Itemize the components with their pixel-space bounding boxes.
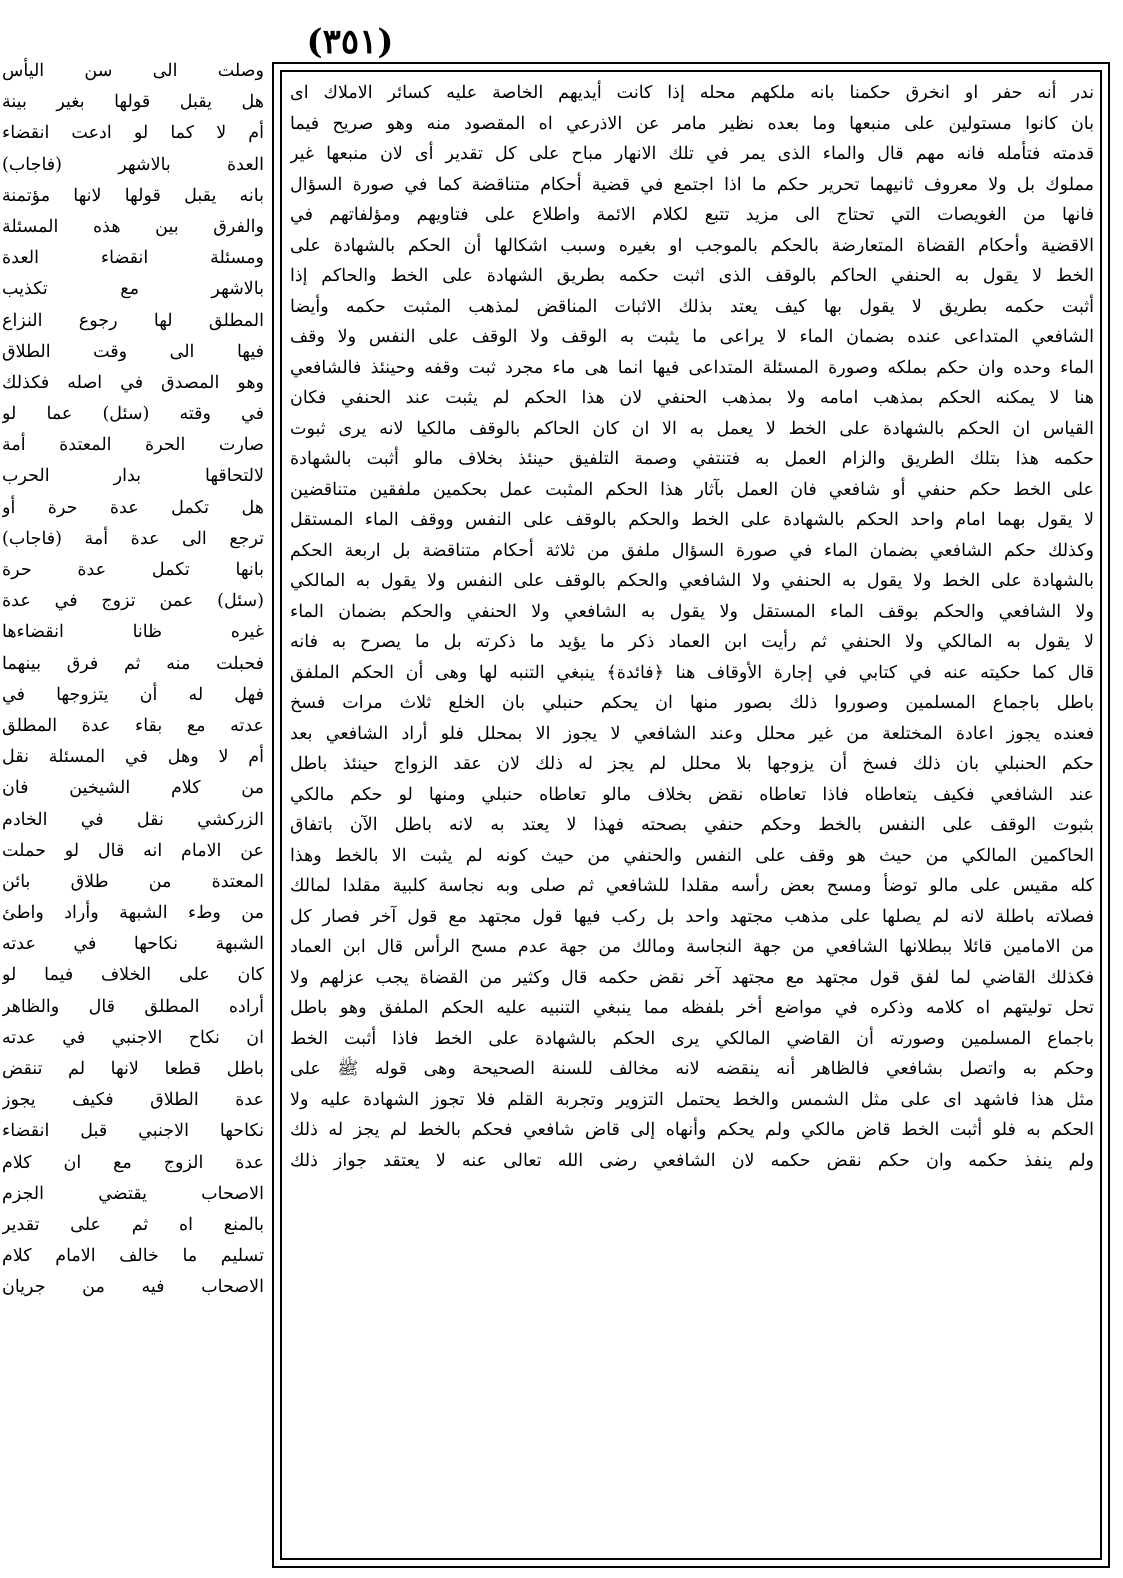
main-text-line: حكم الحنبلي بان ذلك فسخ أن يزوجها بلا محلل لم يجز له ذلك لان عقد الزواج حينئذ باطل bbox=[290, 754, 1094, 774]
main-text-line: عند الشافعي فكيف يتعاطاه فاذا تعاطاه نقض بخلاف مالو تعاطاه حنبلي ومنها لو حكم مالكي bbox=[290, 784, 1094, 805]
main-text-line: هنا لا يمكنه الحكم بمذهب امامه ولا بمذهب الحنفي لان هذا الحكم لم يثبت عند الحنفي فكان bbox=[290, 388, 1094, 408]
margin-text-line: لالتحاقها بدار الحرب bbox=[2, 466, 264, 487]
main-text-line: تحل توليتهم اه كلامه وذكره في مواضع أخر بلفظه مما ينبغي التنبيه عليه الحكم الملفق وهو باطل bbox=[290, 998, 1094, 1018]
main-text-line: قال كما حكيته عنه في كتابي في إجارة الأوقاف هنا ﴿فائدة﴾ ينبغي التنبه لها وهى أن الحكم الملفق bbox=[290, 662, 1094, 683]
margin-text-line: العدة بالاشهر (فاجاب) bbox=[2, 154, 264, 175]
main-text-line: الخط لا يقول به الحنفي الحاكم بالوقف الذى اثبت حكمه بطريق الشهادة على الخط والحاكم إذا bbox=[290, 266, 1094, 286]
margin-text-line: من كلام الشيخين فان bbox=[2, 778, 264, 799]
margin-text-line: عدة الزوج مع ان كلام bbox=[2, 1152, 264, 1173]
main-text-line: فكذلك القاضي لما لفق قول مجتهد مع مجتهد آخر نقض حكمه قال وكثير من القضاة يجب عزلهم ولا bbox=[290, 967, 1094, 988]
margin-text-line: باطل قطعا لانها لم تنقض bbox=[2, 1059, 264, 1079]
margin-text-line: عدة الطلاق فكيف يجوز bbox=[2, 1090, 264, 1111]
margin-text-line: عدته مع بقاء عدة المطلق bbox=[2, 715, 264, 736]
main-text-line: لا يقول بهما امام واحد الحكم بالشهادة على الخط والحكم بالوقف على النفس ووقف الماء المستقل bbox=[290, 510, 1094, 530]
main-text-line: على الخط حكم حنفي أو شافعي فان العمل بآثار هذا الحكم المثبت عمل بحكمين ملفقين متناقضين bbox=[290, 479, 1094, 500]
main-text-line: قدمته فتأمله فانه مهم قال والماء الذى يمر في تلك الانهار مباح على كل تقدير أى لان منبعها غير bbox=[290, 144, 1094, 164]
main-text-line: الماء وحده وان حكم بملكه وصورة المسئلة المتداعى فيها انما هى ماء مجرد ثبت وقفه وحينئذ فالشافعي bbox=[290, 357, 1094, 378]
margin-text-line: ترجع الى عدة أمة (فاجاب) bbox=[2, 528, 264, 549]
margin-text-line: وصلت الى سن اليأس bbox=[2, 61, 264, 81]
margin-text-line: أم لا كما لو ادعت انقضاء bbox=[2, 123, 264, 144]
main-text-line: باطل باجماع المسلمين وصوروا ذلك بصور منها ان يحكم حنبلي بان الخلع ثلاث مرات فسخ bbox=[290, 693, 1094, 713]
main-text-line: وحكم به واتصل بشافعي فالظاهر أنه ينقضه لانه مخالف للسنة الصحيحة وهى قوله ﷺ على bbox=[290, 1059, 1094, 1079]
margin-text-line: في وقته (سئل) عما لو bbox=[2, 404, 264, 425]
main-text-line: القياس ان الحكم بالشهادة على الخط لا يعمل به الا ان كان الحاكم بالوقف مالكيا لانه يرى ثبوت bbox=[290, 418, 1094, 439]
margin-text-line: فيها الى وقت الطلاق bbox=[2, 341, 264, 362]
main-text-body bbox=[290, 78, 1094, 1176]
margin-text-line: غيره ظانا انقضاءها bbox=[2, 622, 264, 643]
main-text-line: حكمه هذا بتلك الطريق والزام العمل به فتنتفي وصمة التلفيق حينئذ بخلاف مالو أثبت بالشهادة bbox=[290, 449, 1094, 469]
main-text-line: لا يقول به المالكي ولا الحنفي ثم رأيت ابن العماد ذكر ما يؤيد ما ذكرته بل ما يصرح به فانه bbox=[290, 632, 1094, 652]
margin-text-line: الشبهة نكاحها في عدته bbox=[2, 934, 264, 955]
margin-text-line: صارت الحرة المعتدة أمة bbox=[2, 435, 264, 456]
margin-text-line: المطلق لها رجوع النزاع bbox=[2, 310, 264, 331]
margin-text-line: بانه يقبل قولها لانها مؤتمنة bbox=[2, 185, 264, 206]
margin-text-line: وهو المصدق في اصله فكذلك bbox=[2, 372, 264, 393]
main-text-line: وكذلك حكم الشافعي بضمان الماء في صورة السؤال ملفق من ثلاثة أحكام متناقضة بل اربعة الحكم bbox=[290, 540, 1094, 561]
main-text-line: ندر أنه حفر او انخرق حكمنا بانه ملكهم محله إذا كانت أيديهم الخاصة عليه كسائر الاملاك اى bbox=[290, 83, 1094, 103]
margin-text-line: بالمنع اه ثم على تقدير bbox=[2, 1214, 264, 1235]
margin-text-line: ومسئلة انقضاء العدة bbox=[2, 248, 264, 269]
main-text-line: ولا الشافعي والحكم بوقف الماء المستقل ولا يقول به الشافعي ولا الحنفي والحكم بضمان الماء bbox=[290, 601, 1094, 622]
margin-text-line: الزركشي نقل في الخادم bbox=[2, 809, 264, 830]
main-text-line: الشافعي المتداعى عنده بضمان الماء لا يراعى ما يثبت به الوقف ولا الوقف على النفس ولا وقف bbox=[290, 327, 1094, 347]
margin-text-line: فهل له أن يتزوجها في bbox=[2, 684, 264, 705]
margin-text-line: (سئل) عمن تزوج في عدة bbox=[2, 591, 264, 612]
margin-text-line: أراده المطلق قال والظاهر bbox=[2, 996, 264, 1017]
main-text-line: فعنده يجوز اعادة المختلعة من غير محلل وعند الشافعي لا يجوز الا بمحلل فلو أراد الشافعي بعد bbox=[290, 723, 1094, 744]
main-text-line: بان كانوا مستولين على منبعها وما بعده نظير مامر عن الاذرعي اه المقصود منه وهو صريح فيما bbox=[290, 113, 1094, 134]
margin-text-line: كان على الخلاف فيما لو bbox=[2, 965, 264, 986]
main-text-line: مثل هذا فاشهد اى على مثل الشمس والخط يحتمل التزوير وتجربة القلم فلا تجوز الشهادة عليه ولا bbox=[290, 1089, 1094, 1110]
main-text-line: من الامامين قائلا ببطلانها الشافعي من جهة النجاسة ومالك من جهة عدم مسح الرأس قال ابن العماد bbox=[290, 937, 1094, 957]
main-text-line: ولم ينفذ حكمه وان حكم نقض حكمه لان الشافعي رضى الله تعالى عنه لا يعتقد جواز ذلك bbox=[290, 1150, 1094, 1171]
margin-text-line: بالاشهر مع تكذيب bbox=[2, 279, 264, 300]
margin-text-line: هل تكمل عدة حرة أو bbox=[2, 497, 264, 518]
margin-text-line: والفرق بين هذه المسئلة bbox=[2, 216, 264, 237]
margin-text-line: بانها تكمل عدة حرة bbox=[2, 560, 264, 580]
page-number: (٣٥١) bbox=[306, 22, 394, 62]
margin-text-line: فحبلت منه ثم فرق بينهما bbox=[2, 653, 264, 674]
main-text-line: فصلاته باطلة لانه لم يصلها على مذهب مجتهد واحد بل ركب فيها قول مجتهد مع قول آخر فصار كل bbox=[290, 906, 1094, 927]
margin-text-line: الاصحاب يقتضي الجزم bbox=[2, 1183, 264, 1204]
main-text-line: بالشهادة على الخط ولا يقول به الحنفي ولا الشافعي والحكم بالوقف على النفس ولا يقول به المالكي bbox=[290, 571, 1094, 591]
margin-text-line: من وطء الشبهة وأراد واطئ bbox=[2, 903, 264, 924]
margin-commentary bbox=[2, 56, 264, 1304]
main-text-line: أثبت حكمه بطريق لا يقول بها كيف يعتد بذلك الاثبات المناقض لمذهب المثبت حكمه وأيضا bbox=[290, 296, 1094, 317]
main-text-line: الحكم به فلو أثبت الخط قاض مالكي ولم يحكم وأنهاه إلى قاض شافعي فحكم بالخط لم يجز له ذلك bbox=[290, 1120, 1094, 1140]
margin-text-line: أم لا وهل في المسئلة نقل bbox=[2, 747, 264, 768]
margin-text-line: ان نكاح الاجنبي في عدته bbox=[2, 1027, 264, 1048]
margin-text-line: تسليم ما خالف الامام كلام bbox=[2, 1246, 264, 1267]
margin-text-line: نكاحها الاجنبي قبل انقضاء bbox=[2, 1121, 264, 1142]
margin-text-line: عن الامام انه قال لو حملت bbox=[2, 840, 264, 861]
main-text-line: كله مقيس على مالو توضأ ومسح بعض رأسه مقلدا للشافعي ثم صلى وبه نجاسة كلبية مقلدا لمالك bbox=[290, 876, 1094, 896]
main-text-line: باجماع المسلمين وصورته أن القاضي المالكي يرى الحكم بالشهادة على الخط فاذا أثبت الخط bbox=[290, 1028, 1094, 1049]
margin-text-line: هل يقبل قولها بغير بينة bbox=[2, 92, 264, 113]
main-text-line: بثبوت الوقف على النفس بالخط وحكم حنفي بصحته فهذا لا يعتد به لانه باطل الآن باتفاق bbox=[290, 815, 1094, 835]
margin-text-line: الاصحاب فيه من جريان bbox=[2, 1277, 264, 1298]
main-text-line: الاقضية وأحكام القضاة المتعارضة بالحكم بالموجب او بغيره وسبب اشكالها أن الحكم بالشهادة على bbox=[290, 235, 1094, 256]
main-text-line: مملوك بل ولا معروف ثانيهما تحرير حكم ما اذا اجتمع في قضية أحكام متناقضة كما في صورة السؤال bbox=[290, 174, 1094, 195]
margin-text-line: المعتدة من طلاق بائن bbox=[2, 871, 264, 892]
main-text-line: الحاكمين المالكي من حيث هو وقف على النفس والحنفي من حيث كونه لم يثبت الا بالخط وهذا bbox=[290, 845, 1094, 866]
main-text-line: فانها من الغويصات التي تحتاج الى مزيد تتبع لكلام الائمة واطلاع على فتاويهم ومؤلفاتهم في bbox=[290, 205, 1094, 225]
